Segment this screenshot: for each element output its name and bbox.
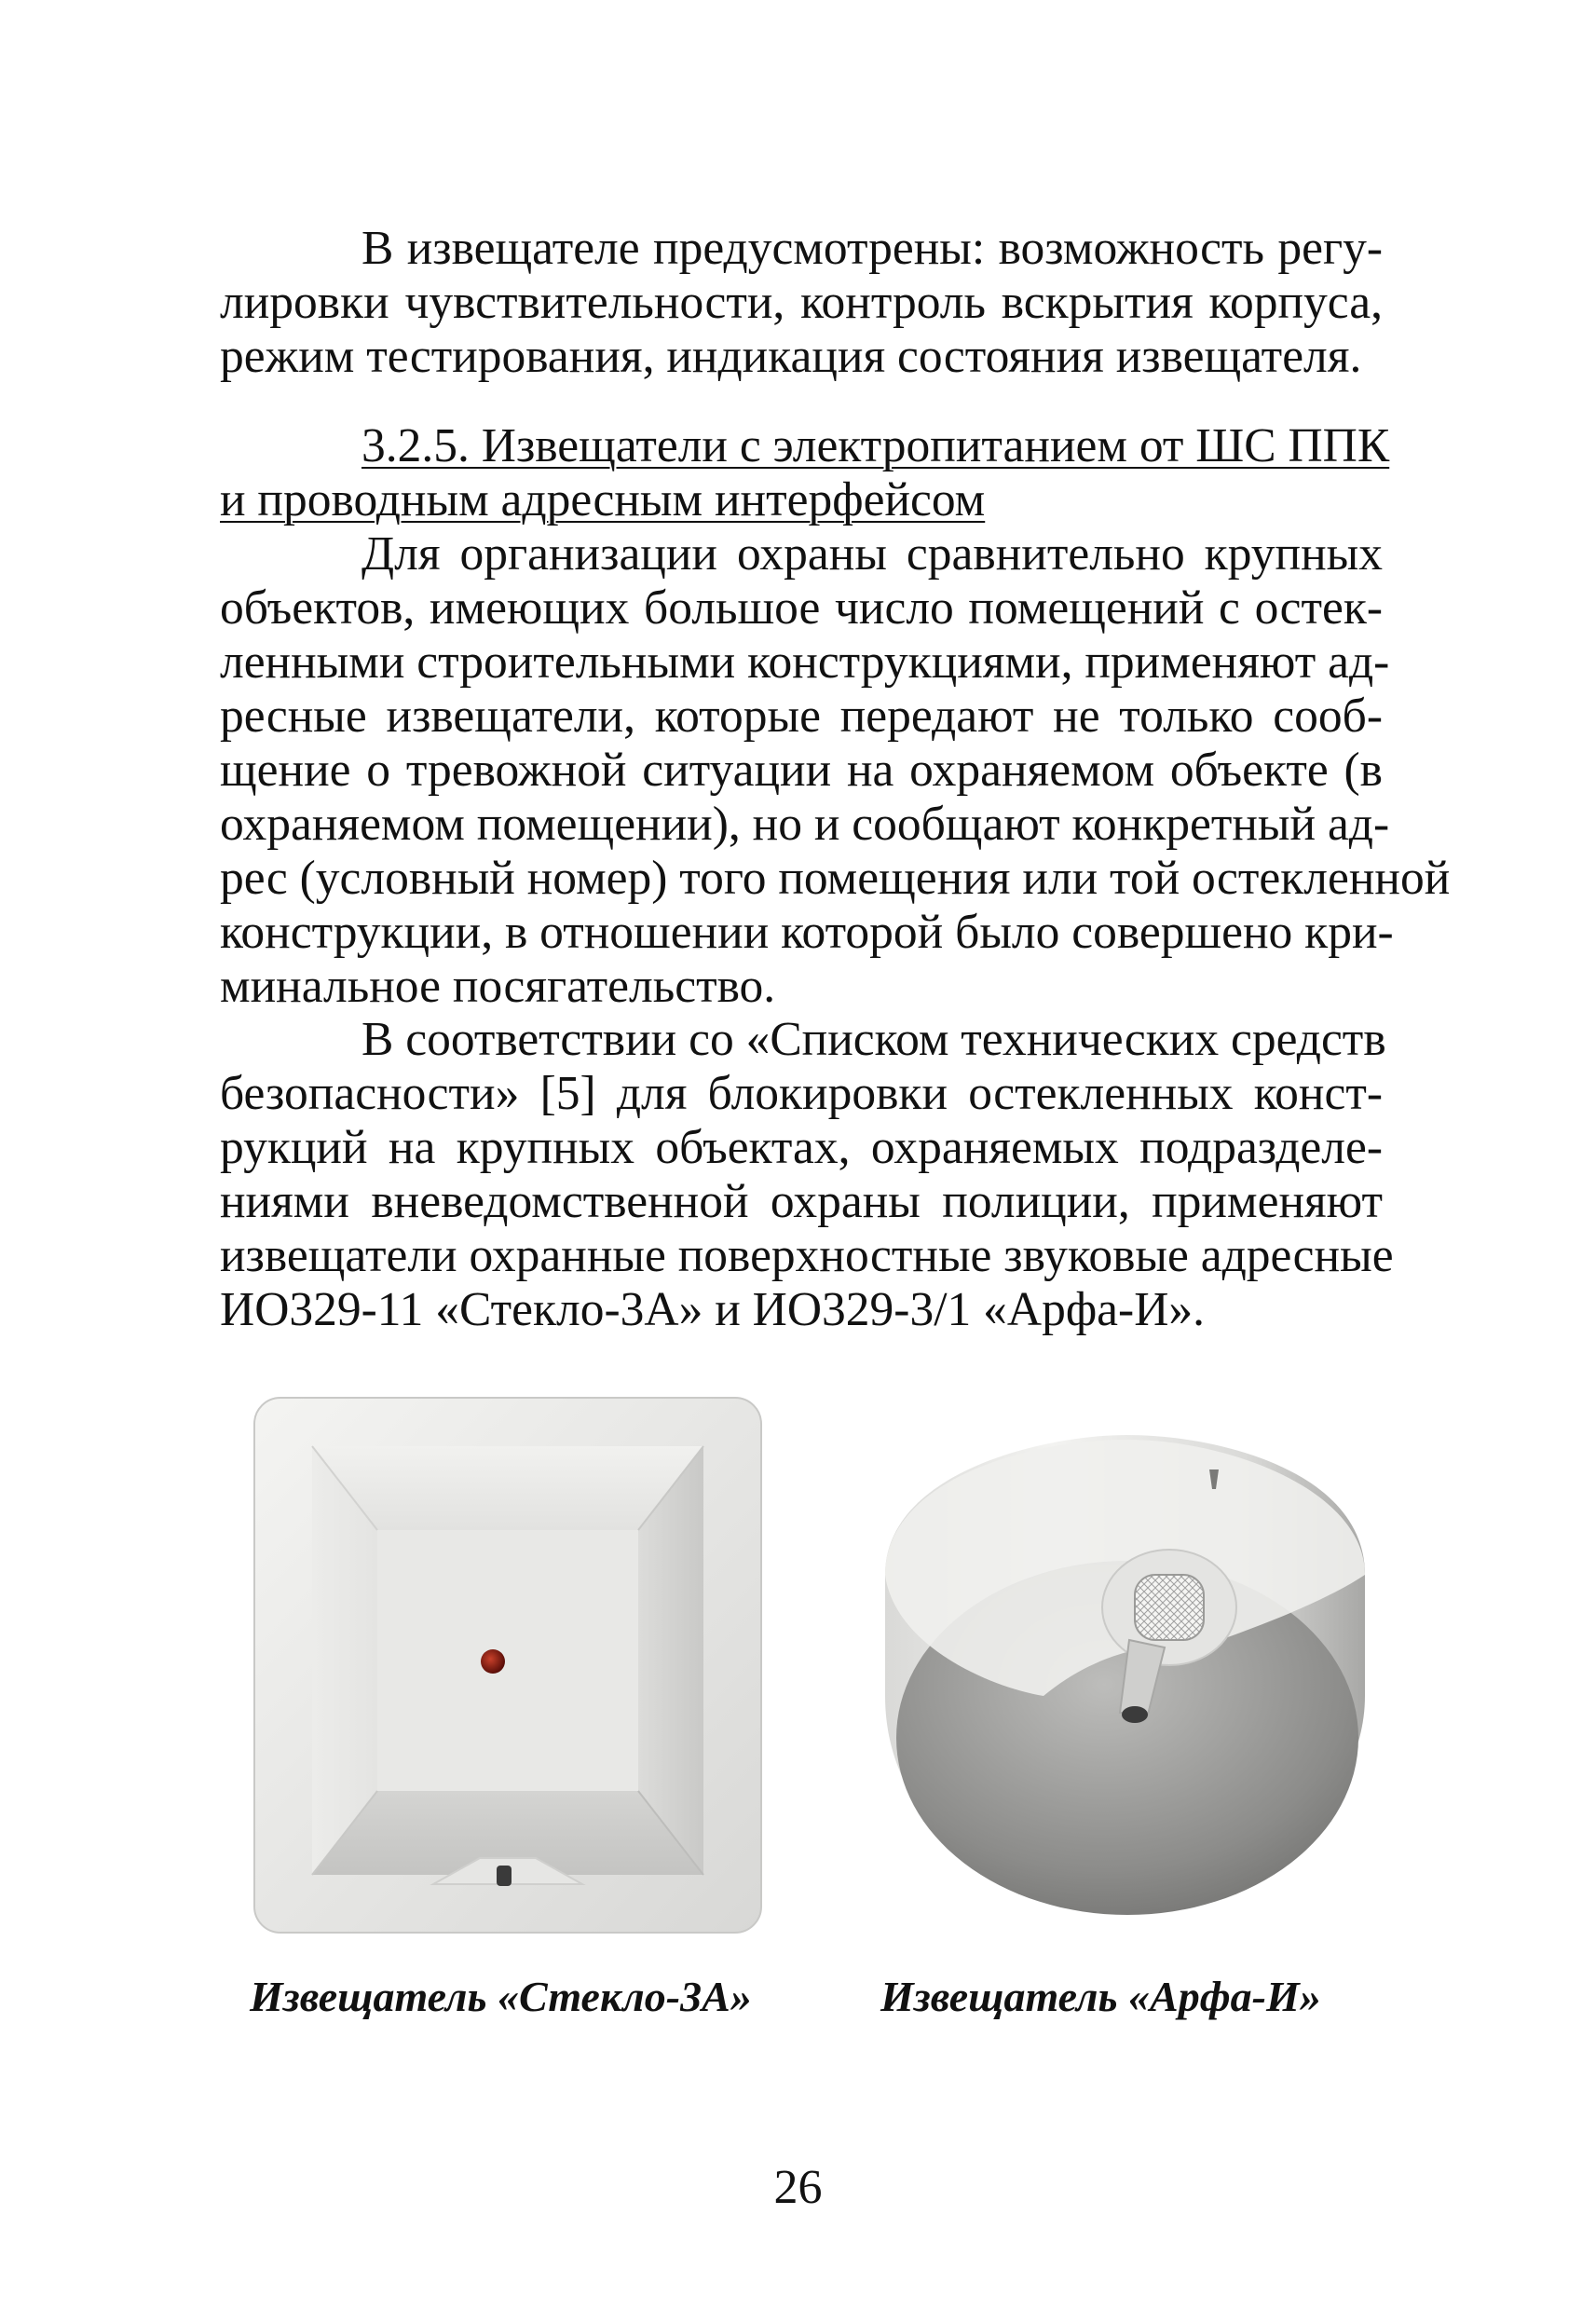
text-line: В извещателе предусмотрены: возможность регу- <box>361 222 1383 275</box>
text-line: ресные извещатели, которые передают не только сооб- <box>220 690 1383 743</box>
caption-arfa-i: Извещатель «Арфа-И» <box>880 1973 1321 2020</box>
text-line: безопасности» [5] для блокировки остекленных конст- <box>220 1067 1383 1120</box>
page-number: 26 <box>773 2161 823 2214</box>
heading-line: 3.2.5. Извещатели с электропитанием от ШС ППК <box>361 419 1390 472</box>
arfa-i-detector-image <box>857 1416 1379 1929</box>
text-line: охраняемом помещении), но и сообщают конкретный ад- <box>220 798 1390 851</box>
text-line: щение о тревожной ситуации на охраняемом объекте (в <box>220 744 1383 797</box>
caption-steklo-3a: Извещатель «Стекло-3А» <box>250 1973 752 2020</box>
heading-line: и проводным адресным интерфейсом <box>220 473 986 526</box>
text-line: ИО329-11 «Стекло-3А» и ИО329-3/1 «Арфа-И». <box>220 1283 1206 1336</box>
text-line: В соответствии со «Списком технических средств <box>361 1013 1386 1066</box>
text-line: конструкции, в отношении которой было совершено кри- <box>220 906 1394 959</box>
paragraph-technical-list <box>220 1013 1394 1337</box>
paragraph-detector-features <box>220 222 1383 384</box>
text-line: лировки чувствительности, контроль вскрытия корпуса, <box>220 276 1383 329</box>
text-line: рес (условный номер) того помещения или той остекленной <box>220 852 1451 905</box>
text-line: ленными строительными конструкциями, применяют ад- <box>220 636 1390 689</box>
text-line: минальное посягательство. <box>220 960 776 1013</box>
paragraph-addressable-detectors <box>220 527 1451 1014</box>
text-line: объектов, имеющих большое число помещений с остек- <box>220 581 1383 635</box>
text-line: Для организации охраны сравнительно крупных <box>361 527 1383 581</box>
text-line: ниями вневедомственной охраны полиции, применяют <box>220 1175 1383 1228</box>
section-heading <box>220 419 1390 527</box>
steklo-3a-detector-image <box>247 1390 769 1940</box>
text-line: режим тестирования, индикация состояния извещателя. <box>220 330 1362 383</box>
text-line: рукций на крупных объектах, охраняемых подразделе- <box>220 1121 1383 1174</box>
text-line: извещатели охранные поверхностные звуковые адресные <box>220 1229 1394 1282</box>
